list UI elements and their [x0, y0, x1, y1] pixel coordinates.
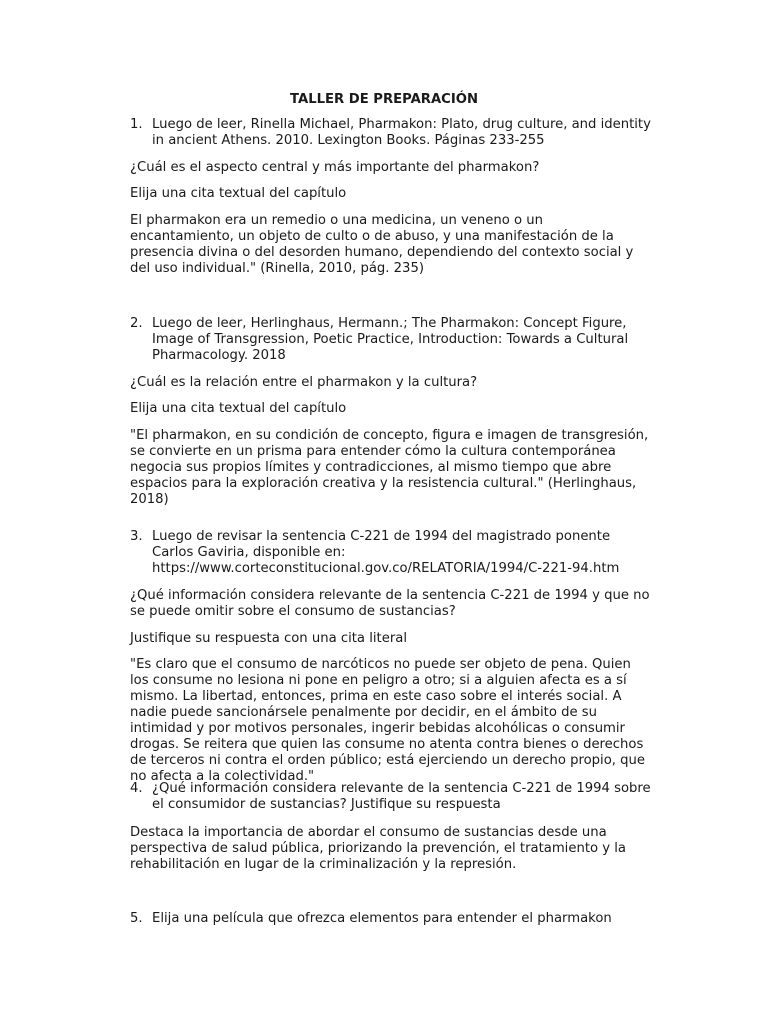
item-2-answer: "El pharmakon, en su condición de concepto, figura e imagen de transgresión, se convierte en un prisma para entender cómo la cultura contemporánea negocia sus propios límites y contradicciones, al mismo tiempo que abre espacios para la exploración creativa y la resistencia cultural." (Herlinghaus, 2018): [130, 428, 649, 507]
item-3-text: Luego de revisar la sentencia C-221 de 1994 del magistrado ponente Carlos Gaviria, disponible en: https://www.corteconstitucional.gov.co/RELATORIA/1994/C-221-94.htm: [152, 529, 620, 576]
item-number-1: 1.: [130, 117, 143, 132]
item-2-question: ¿Cuál es la relación entre el pharmakon y la cultura?: [130, 375, 478, 390]
item-number-3: 3.: [130, 529, 143, 544]
item-2-text: Luego de leer, Herlinghaus, Hermann.; The Pharmakon: Concept Figure, Image of Transgression, Poetic Practice, Introduction: Towards a Cultural Pharmacology. 2018: [152, 316, 629, 363]
item-3-answer: "Es claro que el consumo de narcóticos no puede ser objeto de pena. Quien los consume no lesiona ni pone en peligro a otro; si a alguien afecta es a sí mismo. La libertad, entonces, prima en este caso sobre el interés social. A nadie puede sancionársele penalmente por decidir, en el ámbito de su intimidad y por motivos personales, ingerir bebidas alcohólicas o consumir drogas. Se reitera que quien las consume no atenta contra bienes o derechos de terceros ni contra el orden público; está ejerciendo un derecho propio, que no afecta a la colectividad.": [130, 657, 645, 784]
item-4-answer: Destaca la importancia de abordar el consumo de sustancias desde una perspectiva de salud pública, priorizando la prevención, el tratamiento y la rehabilitación en lugar de la criminalización y la represión.: [130, 825, 626, 872]
item-3-instruction: Justifique su respuesta con una cita literal: [130, 631, 407, 646]
item-5-text: Elija una película que ofrezca elementos para entender el pharmakon: [152, 911, 612, 926]
item-1-question: ¿Cuál es el aspecto central y más importante del pharmakon?: [130, 160, 540, 175]
item-number-5: 5.: [130, 911, 143, 926]
item-2-instruction: Elija una cita textual del capítulo: [130, 401, 347, 416]
item-4-text: ¿Qué información considera relevante de la sentencia C-221 de 1994 sobre el consumidor de sustancias? Justifique su respuesta: [152, 781, 651, 812]
item-1-instruction: Elija una cita textual del capítulo: [130, 186, 347, 201]
item-3-question: ¿Qué información considera relevante de la sentencia C-221 de 1994 y que no se puede omitir sobre el consumo de sustancias?: [130, 588, 650, 619]
item-number-4: 4.: [130, 781, 143, 796]
document-title: TALLER DE PREPARACIÓN: [290, 92, 478, 107]
item-number-2: 2.: [130, 316, 143, 331]
item-1-text: Luego de leer, Rinella Michael, Pharmakon: Plato, drug culture, and identity in ancient Athens. 2010. Lexington Books. Páginas 233-255: [152, 117, 651, 148]
item-1-answer: El pharmakon era un remedio o una medicina, un veneno o un encantamiento, un objeto de culto o de abuso, y una manifestación de la presencia divina o del desorden humano, dependiendo del contexto social y del uso individual." (Rinella, 2010, pág. 235): [130, 213, 634, 276]
